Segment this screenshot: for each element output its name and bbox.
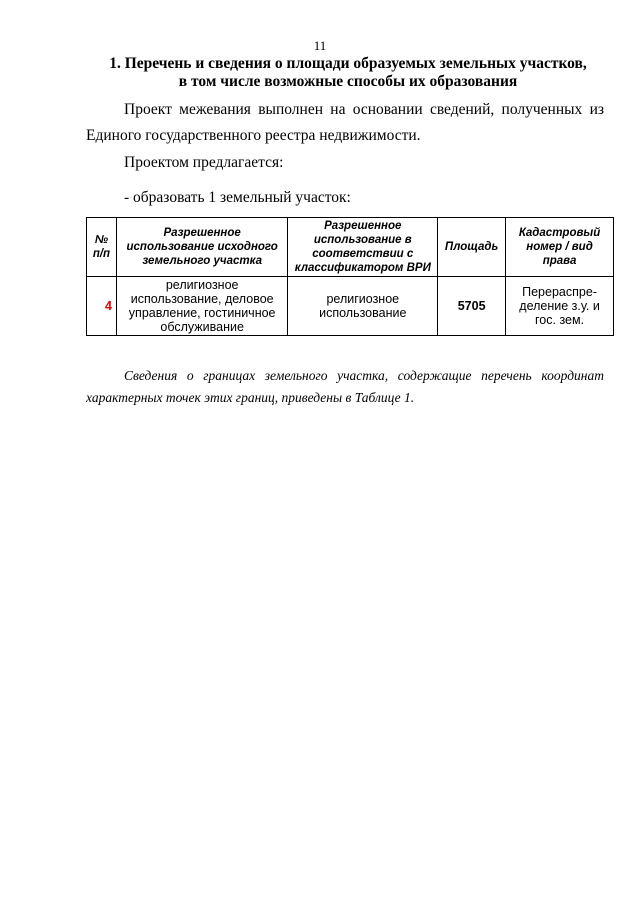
column-header-vri-use: Разрешенное использование в соответствии с классификатором ВРИ	[288, 218, 438, 277]
table-row	[87, 277, 614, 336]
column-header-source-use: Разрешенное использование исходного земельного участка	[116, 218, 287, 277]
column-header-cadastral: Кадастровый номер / вид права	[506, 218, 614, 277]
plots-table	[86, 217, 614, 336]
column-header-number: № п/п	[87, 218, 117, 277]
section-heading-line2: в том числе возможные способы их образования	[178, 73, 518, 90]
cell-source-use: религиозное использование, деловое управление, гостиничное обслуживание	[116, 277, 287, 336]
column-header-area: Площадь	[438, 218, 506, 277]
cell-cadastral: Перераспре-деление з.у. и гос. зем.	[506, 277, 614, 336]
page-number: 11	[313, 38, 327, 53]
intro-paragraph-text: Проект межевания выполнен на основании сведений, полученных из Единого государственного реестра недвижимости.	[86, 101, 604, 144]
section-heading	[88, 55, 608, 91]
table-header-row	[87, 218, 614, 277]
boundaries-note-text: Сведения о границах земельного участка, содержащие перечень координат характерных точек этих границ, приведены в Таблице 1.	[86, 368, 604, 405]
section-heading-line1: 1. Перечень и сведения о площади образуемых земельных участков,	[109, 55, 587, 72]
cell-vri-use: религиозное использование	[288, 277, 438, 336]
proposal-item: - образовать 1 земельный участок:	[124, 189, 351, 206]
proposal-paragraph: Проектом предлагается:	[124, 154, 284, 171]
intro-paragraph	[86, 97, 604, 149]
cell-area: 5705	[438, 277, 506, 336]
boundaries-note	[86, 365, 604, 409]
cell-number: 4	[87, 277, 117, 336]
